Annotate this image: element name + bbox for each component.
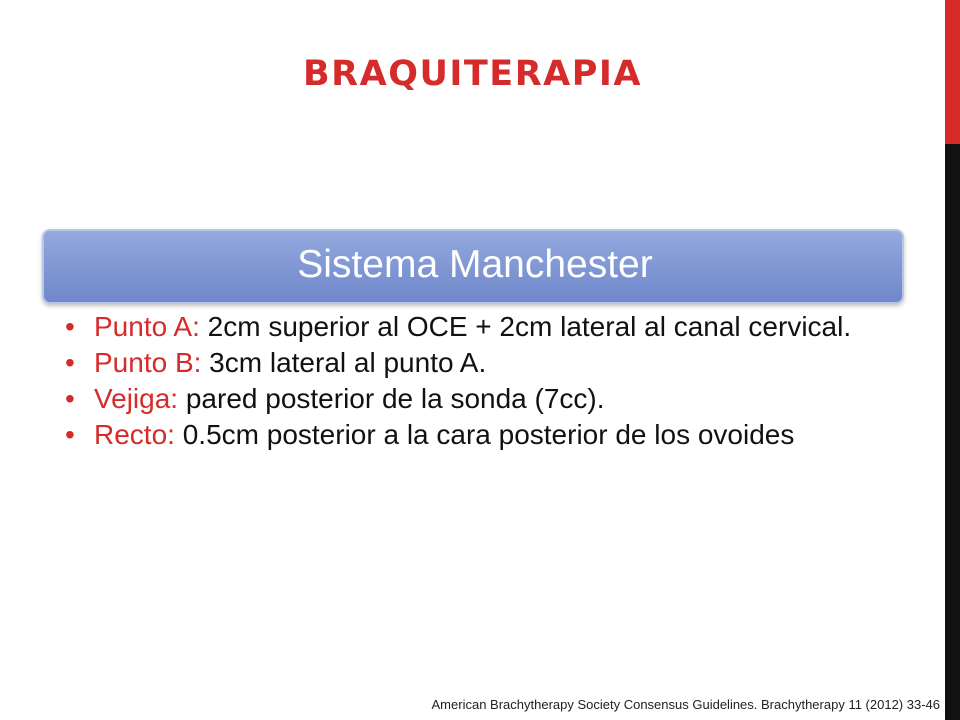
bullet-label: Punto B: [94, 347, 202, 378]
bullet-label: Punto A: [94, 311, 200, 342]
bullet-item-recto [62, 419, 902, 451]
header-box [42, 229, 904, 304]
side-bar [945, 0, 960, 720]
bullet-item-punto-b [62, 347, 902, 379]
bullet-label: Recto: [94, 419, 175, 450]
bullet-marker: • [65, 419, 75, 450]
bullet-label: Vejiga: [94, 383, 179, 414]
bullet-text: 2cm superior al OCE + 2cm lateral al canal cervical. [199, 311, 852, 342]
bullet-item-vejiga [62, 383, 902, 415]
side-bar-accent [945, 0, 960, 144]
bullet-text: 0.5cm posterior a la cara posterior de los ovoides [174, 419, 795, 450]
slide-title: BRAQUITERAPIA [303, 54, 642, 94]
bullet-item-punto-a [62, 311, 902, 343]
footer-citation: American Brachytherapy Society Consensus Guidelines. Brachytherapy 11 (2012) 33-46 [431, 697, 940, 712]
bullet-marker: • [65, 347, 75, 378]
bullet-marker: • [65, 383, 75, 414]
header-text: Sistema Manchester [297, 243, 653, 286]
bullet-text: pared posterior de la sonda (7cc). [178, 383, 605, 414]
bullet-list [62, 311, 902, 455]
bullet-marker: • [65, 311, 75, 342]
bullet-text: 3cm lateral al punto A. [201, 347, 487, 378]
